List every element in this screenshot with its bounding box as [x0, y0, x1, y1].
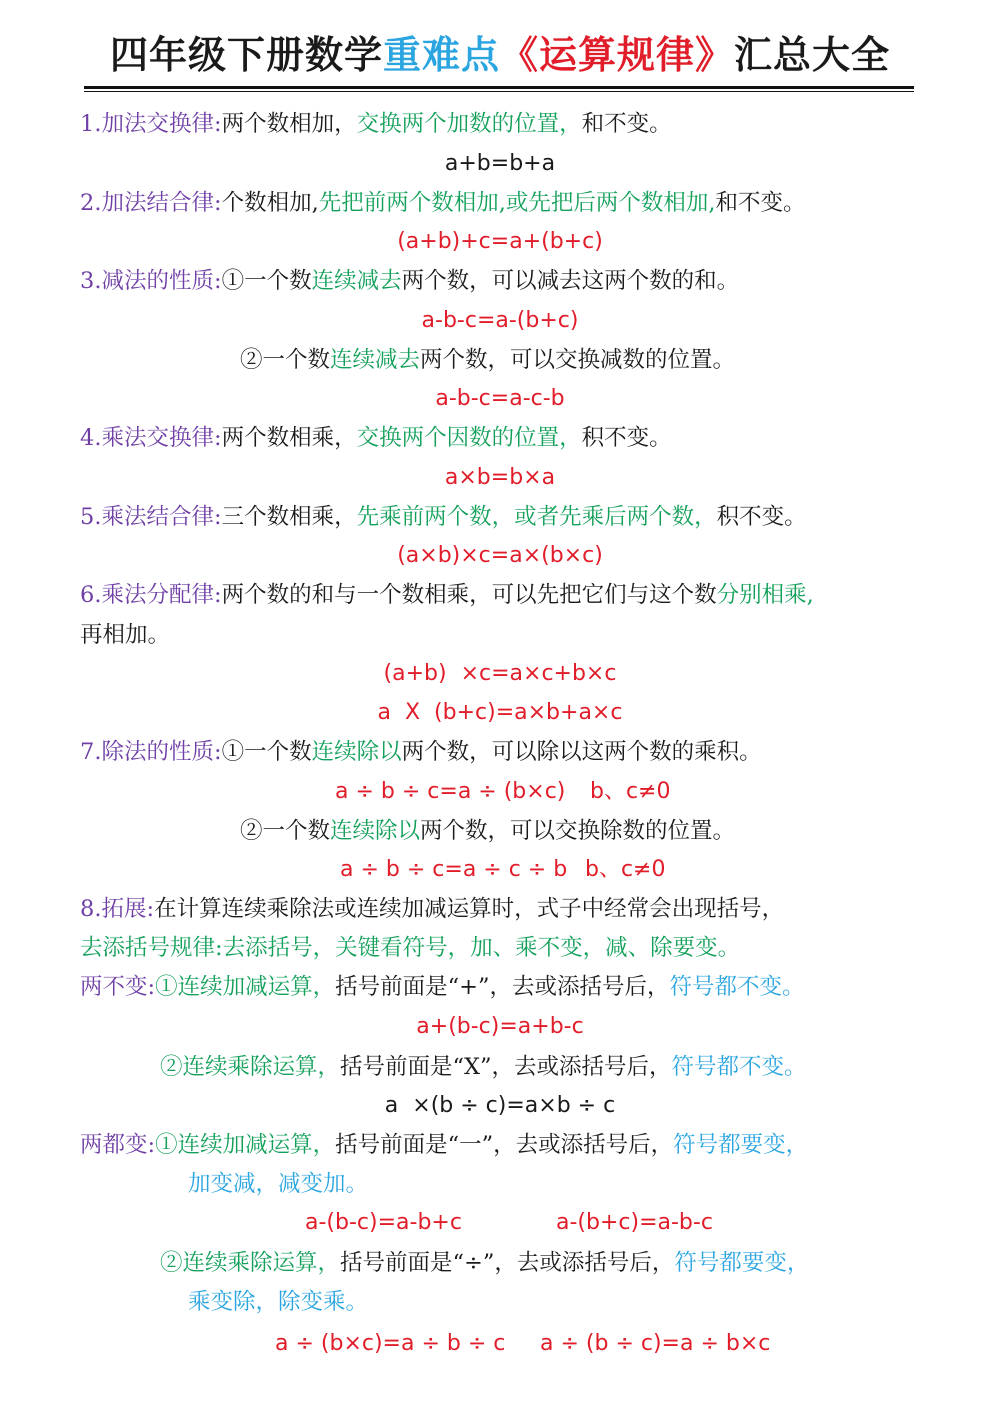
formula-4: a×b=b×a	[444, 465, 556, 490]
changed-1-text: 括号前面是“一”，去或添括号后，	[335, 1132, 674, 1158]
rule-1-label: 1.加法交换律:	[80, 111, 222, 137]
page-title	[0, 30, 1000, 80]
unchanged-1-text: 括号前面是“+”，去或添括号后，	[335, 974, 670, 1000]
formula-1: a+b=b+a	[444, 151, 556, 176]
rule-1	[80, 106, 672, 142]
title-part4: 汇总大全	[734, 33, 891, 77]
rule-6-label: 6.乘法分配律:	[80, 582, 222, 608]
rule-6-text: 两个数的和与一个数相乘，可以先把它们与这个数	[221, 582, 717, 608]
rule-7-sub-text: ②一个数	[240, 818, 331, 844]
rule-5-tail: 积不变。	[716, 504, 807, 530]
rule-3	[80, 263, 739, 299]
changed-label: 两都变:	[80, 1132, 156, 1158]
rule-3-label: 3.减法的性质:	[80, 268, 222, 294]
rule-4-text: 两个数相乘，	[221, 425, 357, 451]
unchanged-section	[80, 969, 804, 1005]
unchanged-1-result: 符号都不变。	[669, 974, 805, 1000]
formula-9a: a+(b-c)=a+b-c	[416, 1014, 584, 1039]
title-underline-thin	[84, 91, 914, 92]
formula-3b: a-b-c=a-c-b	[435, 386, 565, 411]
changed-2-name: ②连续乘除运算，	[160, 1250, 341, 1276]
formula-10a: a-(b-c)=a-b+c	[305, 1210, 462, 1235]
rule-7	[80, 734, 762, 770]
rule-1-text: 两个数相加，	[221, 111, 357, 137]
rule-4-label: 4.乘法交换律:	[80, 425, 222, 451]
unchanged-2-result: 符号都不变。	[671, 1054, 807, 1080]
rule-8-text: 在计算连续乘除法或连续加减运算时，式子中经常会出现括号，	[154, 896, 785, 922]
changed-2	[160, 1245, 809, 1281]
rule-3-tail: 两个数，可以减去这两个数的和。	[401, 268, 740, 294]
rule-6-tail: 再相加。	[80, 622, 171, 648]
changed-2-text: 括号前面是“÷”，去或添括号后，	[340, 1250, 675, 1276]
title-part2: 重难点	[382, 33, 500, 77]
rule-3-text: ①一个数	[221, 268, 312, 294]
rule-7-label: 7.除法的性质:	[80, 739, 222, 765]
bracket-rule: 去添括号规律:去添括号，关键看符号，加、乘不变，减、除要变。	[80, 935, 741, 961]
rule-1-tail: 和不变。	[581, 111, 672, 137]
changed-1-name: ①连续加减运算，	[155, 1132, 336, 1158]
title-underline	[84, 86, 914, 89]
formula-2: (a+b)+c=a+(b+c)	[397, 229, 603, 254]
formula-10d: a ÷ (b ÷ c)=a ÷ b×c	[540, 1331, 771, 1356]
rule-2-tail: 和不变。	[715, 190, 806, 216]
rule-5-highlight: 先乘前两个数，或者先乘后两个数，	[356, 504, 717, 530]
rule-2-highlight: 先把前两个数相加,或先把后两个数相加,	[318, 190, 716, 216]
formula-3a: a-b-c=a-(b+c)	[421, 308, 579, 333]
unchanged-2	[160, 1049, 807, 1085]
condition-7b: b、c≠0	[585, 857, 666, 882]
rule-8-label: 8.拓展:	[80, 896, 155, 922]
formula-9b: a ×(b ÷ c)=a×b ÷ c	[384, 1093, 616, 1118]
rule-4-tail: 积不变。	[581, 425, 672, 451]
title-part3: 《运算规律》	[500, 33, 735, 77]
rule-8	[80, 891, 784, 927]
rule-7-sub	[240, 813, 735, 849]
rule-4	[80, 420, 672, 456]
rule-7-highlight: 连续除以	[311, 739, 402, 765]
formula-5: (a×b)×c=a×(b×c)	[397, 543, 603, 568]
rule-7-sub-highlight: 连续除以	[330, 818, 421, 844]
unchanged-2-name: ②连续乘除运算，	[160, 1054, 341, 1080]
formula-7b: a ÷ b ÷ c=a ÷ c ÷ b	[340, 857, 568, 882]
rule-5-label: 5.乘法结合律:	[80, 504, 222, 530]
changed-2-result: 符号都要变，	[674, 1250, 810, 1276]
formula-7a: a ÷ b ÷ c=a ÷ (b×c)	[335, 779, 566, 804]
rule-7-text: ①一个数	[221, 739, 312, 765]
rule-3-highlight: 连续减去	[311, 268, 402, 294]
rule-3-sub	[240, 342, 735, 378]
changed-section	[80, 1127, 808, 1163]
rule-4-highlight: 交换两个因数的位置，	[356, 425, 582, 451]
unchanged-2-text: 括号前面是“X”，去或添括号后，	[340, 1054, 672, 1080]
formula-6a: (a+b) ×c=a×c+b×c	[383, 661, 617, 686]
rule-3-sub-tail: 两个数，可以交换减数的位置。	[420, 347, 736, 373]
formula-10b: a-(b+c)=a-b-c	[556, 1210, 713, 1235]
rule-6-highlight: 分别相乘,	[716, 582, 814, 608]
unchanged-1-name: ①连续加减运算，	[155, 974, 336, 1000]
title-part1: 四年级下册数学	[109, 33, 383, 77]
rule-7-tail: 两个数，可以除以这两个数的乘积。	[401, 739, 762, 765]
rule-2-text: 个数相加,	[221, 190, 319, 216]
rule-7-sub-tail: 两个数，可以交换除数的位置。	[420, 818, 736, 844]
unchanged-label: 两不变:	[80, 974, 156, 1000]
rule-2	[80, 185, 806, 221]
rule-5	[80, 499, 807, 535]
formula-6b: a X (b+c)=a×b+a×c	[377, 700, 623, 725]
rule-6	[80, 577, 814, 613]
formula-10c: a ÷ (b×c)=a ÷ b ÷ c	[275, 1331, 506, 1356]
condition-7a: b、c≠0	[590, 779, 671, 804]
rule-1-highlight: 交换两个加数的位置，	[356, 111, 582, 137]
changed-2-detail: 乘变除，除变乘。	[188, 1289, 369, 1315]
rule-3-sub-highlight: 连续减去	[330, 347, 421, 373]
rule-3-sub-text: ②一个数	[240, 347, 331, 373]
changed-1-result: 符号都要变，	[673, 1132, 809, 1158]
rule-2-label: 2.加法结合律:	[80, 190, 222, 216]
rule-5-text: 三个数相乘，	[221, 504, 357, 530]
changed-1-detail: 加变减，减变加。	[188, 1171, 369, 1197]
